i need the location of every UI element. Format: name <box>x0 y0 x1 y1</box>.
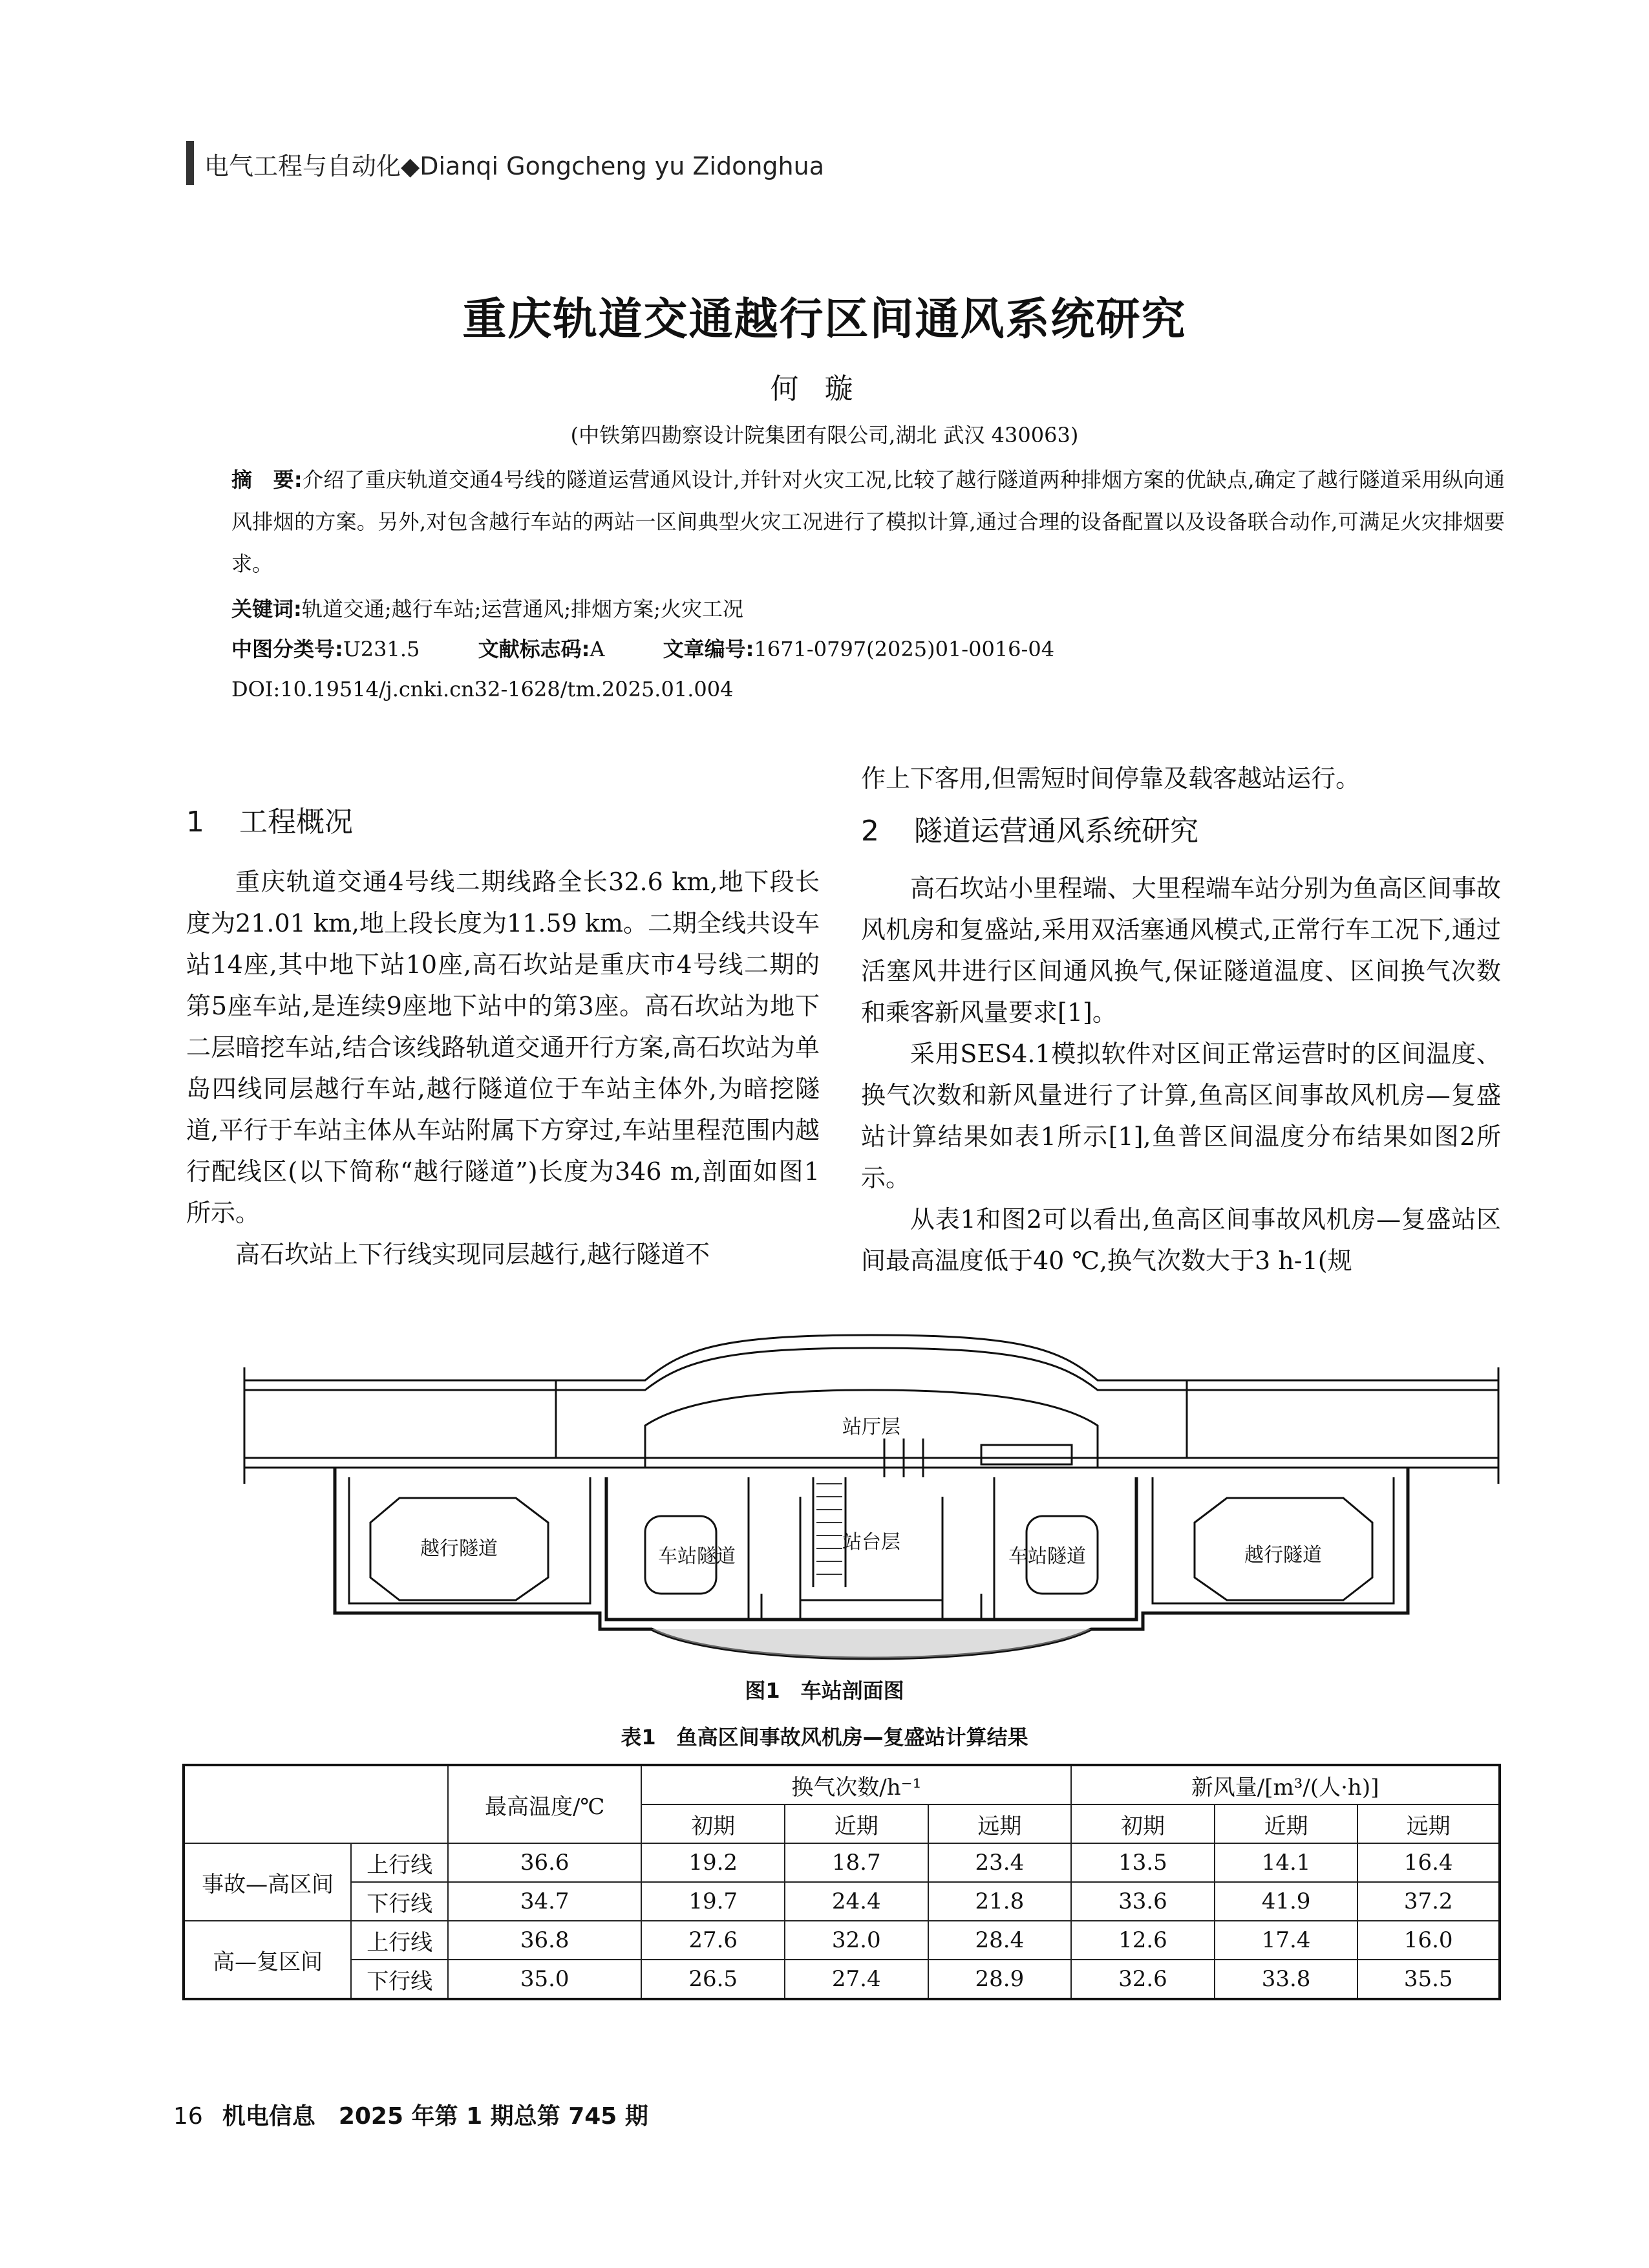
figure-caption: 图1 车站剖面图 <box>745 1678 904 1703</box>
label-hall: 站厅层 <box>842 1416 900 1439</box>
classification-line <box>231 628 1505 670</box>
line-label: 上行线 <box>351 1843 448 1882</box>
author: 何璇 <box>770 372 879 405</box>
running-header: 电气工程与自动化◆Dianqi Gongcheng yu Zidonghua <box>204 152 824 180</box>
page-footer <box>173 2098 648 2131</box>
doc-code-value: A <box>590 637 605 661</box>
header-bar <box>186 141 194 185</box>
table-cell: 32.0 <box>785 1921 928 1960</box>
abstract-text: 介绍了重庆轨道交通4号线的隧道运营通风设计,并针对火灾工况,比较了越行隧道两种排烟方案的优缺点,确定了越行隧道采用纵向通风排烟的方案。另外,对包含越行车站的两站一区间典型火灾工况进行了模拟计算,通过合理的设备配置以及设备联合动作,可满足火灾排烟要求。 <box>231 467 1505 576</box>
table-cell: 35.0 <box>448 1960 641 1999</box>
section-1-title: 工程概况 <box>239 806 353 839</box>
abstract-label: 摘 要: <box>231 467 303 492</box>
table-cell: 34.7 <box>448 1882 641 1921</box>
table-row <box>184 1921 1500 1960</box>
results-table <box>182 1764 1501 2000</box>
section-2-heading <box>861 811 1501 852</box>
affiliation: (中铁第四勘察设计院集团有限公司,湖北 武汉 430063) <box>570 423 1079 447</box>
clc-label: 中图分类号: <box>231 637 343 661</box>
table-cell: 41.9 <box>1215 1882 1358 1921</box>
section-1-number: 1 <box>186 806 204 839</box>
table-cell: 16.4 <box>1357 1843 1500 1882</box>
table-cell: 27.4 <box>785 1960 928 1999</box>
table-cell: 23.4 <box>928 1843 1072 1882</box>
row-group-label: 事故—高区间 <box>184 1843 351 1921</box>
doi-label: DOI: <box>231 677 281 701</box>
table-row <box>184 1882 1500 1921</box>
table-cell: 33.8 <box>1215 1960 1358 1999</box>
table-corner <box>184 1765 448 1843</box>
table-cell: 28.4 <box>928 1921 1072 1960</box>
paragraph: 高石坎站小里程端、大里程端车站分别为鱼高区间事故风机房和复盛站,采用双活塞通风模式,正常行车工况下,通过活塞风井进行区间通风换气,保证隧道温度、区间换气次数和乘客新风量要求[1]。 <box>861 874 1501 1027</box>
doc-code-label: 文献标志码: <box>478 637 590 661</box>
keywords-text: 轨道交通;越行车站;运营通风;排烟方案;火灾工况 <box>301 597 743 621</box>
section-2-title: 隧道运营通风系统研究 <box>914 815 1198 848</box>
table-cell: 13.5 <box>1071 1843 1215 1882</box>
table-cell: 17.4 <box>1215 1921 1358 1960</box>
table-cell: 16.0 <box>1357 1921 1500 1960</box>
table-caption: 表1 鱼高区间事故风机房—复盛站计算结果 <box>621 1725 1028 1749</box>
sub-head: 初期 <box>1071 1804 1215 1843</box>
line-label: 下行线 <box>351 1960 448 1999</box>
paragraph: 从表1和图2可以看出,鱼高区间事故风机房—复盛站区间最高温度低于40 ℃,换气次数大于3 h-1(规 <box>861 1205 1501 1275</box>
article-title: 重庆轨道交通越行区间通风系统研究 <box>462 294 1187 345</box>
left-column <box>186 802 820 1275</box>
page-number: 16 <box>173 2103 203 2130</box>
sub-head: 初期 <box>641 1804 785 1843</box>
doi-value: 10.19514/j.cnki.cn32-1628/tm.2025.01.004 <box>280 677 734 701</box>
section-1-heading <box>186 802 820 843</box>
section-2-number: 2 <box>861 815 879 848</box>
line-label: 下行线 <box>351 1882 448 1921</box>
label-bypass-right: 越行隧道 <box>1244 1544 1322 1567</box>
station-section-figure <box>231 1329 1511 1665</box>
paragraph: 采用SES4.1模拟软件对区间正常运营时的区间温度、换气次数和新风量进行了计算,鱼高区间事故风机房—复盛站计算结果如表1所示[1],鱼普区间温度分布结果如图2所示。 <box>861 1040 1501 1192</box>
table-cell: 36.6 <box>448 1843 641 1882</box>
row-group-label: 高—复区间 <box>184 1921 351 1999</box>
abstract <box>231 459 1505 585</box>
table-cell: 27.6 <box>641 1921 785 1960</box>
label-bypass-left: 越行隧道 <box>420 1537 498 1560</box>
right-column <box>861 758 1501 1281</box>
head-fresh: 新风量/[m³/(人·h)] <box>1071 1765 1500 1804</box>
label-platform: 站台层 <box>842 1531 900 1554</box>
table-cell: 18.7 <box>785 1843 928 1882</box>
label-station-tunnel-right: 车站隧道 <box>1008 1545 1086 1568</box>
head-temp: 最高温度/℃ <box>448 1765 641 1843</box>
article-no-label: 文章编号: <box>663 637 754 661</box>
keywords-label: 关键词: <box>231 597 302 621</box>
line-label: 上行线 <box>351 1921 448 1960</box>
sub-head: 近期 <box>785 1804 928 1843</box>
table-row <box>184 1960 1500 1999</box>
sub-head: 远期 <box>1357 1804 1500 1843</box>
table-cell: 32.6 <box>1071 1960 1215 1999</box>
label-station-tunnel-left: 车站隧道 <box>658 1545 736 1568</box>
table-row <box>184 1843 1500 1882</box>
table-cell: 37.2 <box>1357 1882 1500 1921</box>
table-cell: 35.5 <box>1357 1960 1500 1999</box>
clc-value: U231.5 <box>343 637 420 661</box>
table-cell: 36.8 <box>448 1921 641 1960</box>
doi-line <box>231 669 1505 711</box>
table-cell: 12.6 <box>1071 1921 1215 1960</box>
paragraph: 重庆轨道交通4号线二期线路全长32.6 km,地下段长度为21.01 km,地上段长度为11.59 km。二期全线共设车站14座,其中地下站10座,高石坎站是重庆市4号线二期的第5座车站,是连续9座地下站中的第3座。高石坎站为地下二层暗挖车站,结合该线路轨道交通开行方案,高石坎站为单岛四线同层越行车站,越行隧道位于车站主体外,为暗挖隧道,平行于车站主体从车站附属下方穿过,车站里程范围内越行配线区(以下简称“越行隧道”)长度为346 m,剖面如图1所示。 <box>186 868 820 1227</box>
table-cell: 33.6 <box>1071 1882 1215 1921</box>
paragraph-continuation: 作上下客用,但需短时间停靠及载客越站运行。 <box>861 764 1361 793</box>
table-cell: 26.5 <box>641 1960 785 1999</box>
paragraph: 高石坎站上下行线实现同层越行,越行隧道不 <box>235 1240 710 1268</box>
table-cell: 19.7 <box>641 1882 785 1921</box>
table-cell: 21.8 <box>928 1882 1072 1921</box>
sub-head: 远期 <box>928 1804 1072 1843</box>
head-ach: 换气次数/h⁻¹ <box>641 1765 1071 1804</box>
table-cell: 24.4 <box>785 1882 928 1921</box>
table-cell: 14.1 <box>1215 1843 1358 1882</box>
keywords <box>231 588 1505 630</box>
table-cell: 28.9 <box>928 1960 1072 1999</box>
table-cell: 19.2 <box>641 1843 785 1882</box>
journal-issue: 机电信息 2025 年第 1 期总第 745 期 <box>222 2103 648 2130</box>
article-no-value: 1671-0797(2025)01-0016-04 <box>754 637 1055 661</box>
sub-head: 近期 <box>1215 1804 1358 1843</box>
